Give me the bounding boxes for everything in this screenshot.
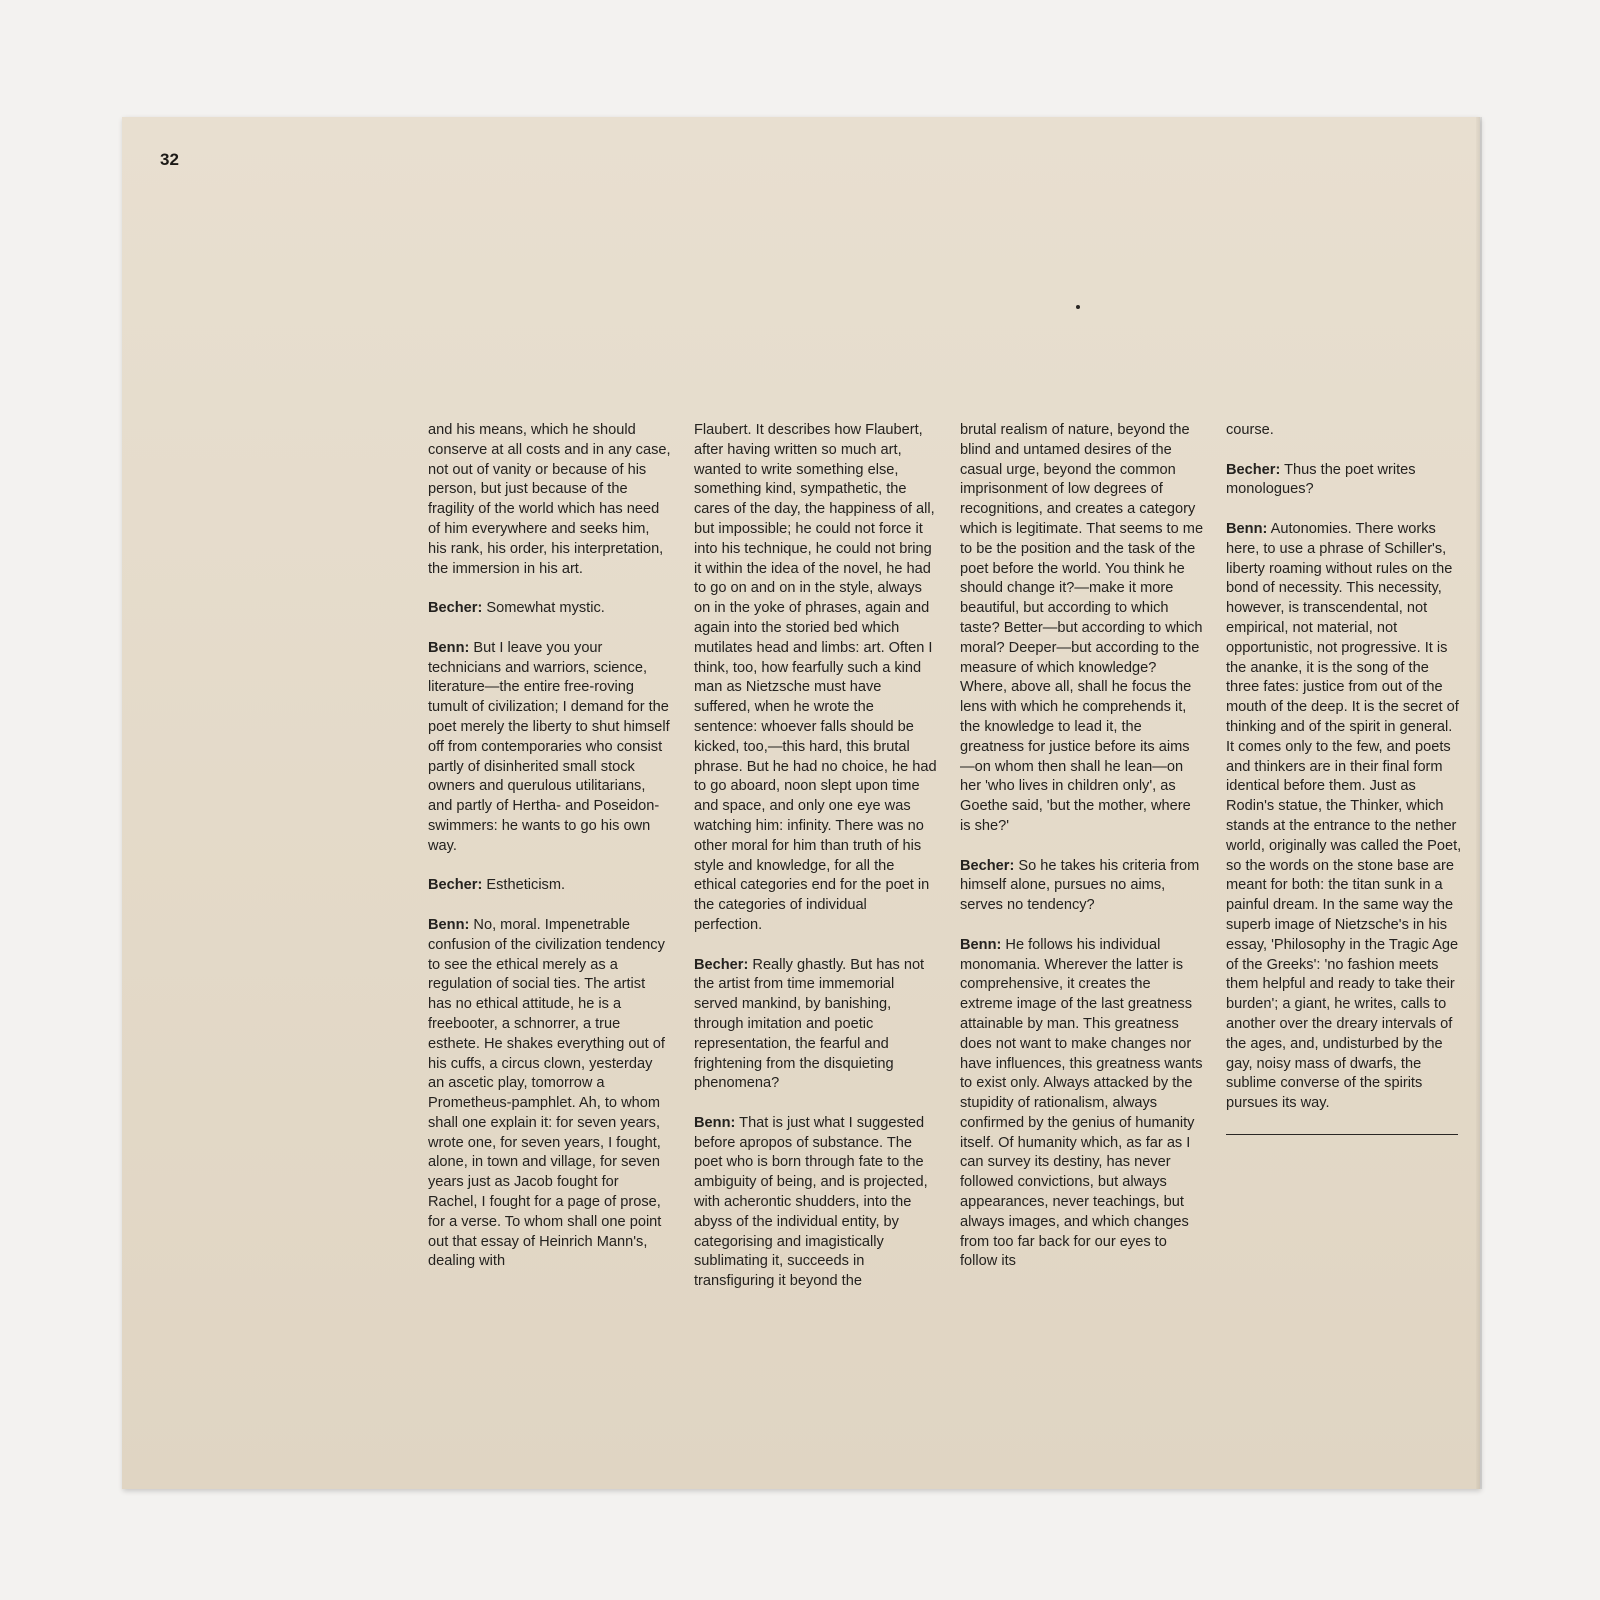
speaker-label: Benn: xyxy=(694,1114,736,1131)
paragraph xyxy=(960,857,1204,916)
text-column-1 xyxy=(428,421,672,1272)
page-number: 32 xyxy=(160,150,179,169)
paragraph-text: So he takes his criteria from himself alone, pursues no aims, serves no tendency? xyxy=(960,857,1200,914)
paragraph-text: course. xyxy=(1226,422,1274,438)
speaker-label: Becher: xyxy=(960,857,1015,874)
speaker-label: Benn: xyxy=(428,639,470,656)
paragraph-text: Estheticism. xyxy=(486,877,566,894)
paragraph-text: brutal realism of nature, beyond the blind and untamed desires of the casual urge, beyond the common imprisonment of low degrees of recognitions, and creates a category which is legitimate. That seems to me to be the position and the task of the poet before the world. You think he should change it?—make it more beautiful, but according to which taste? Better—but according to which moral? Deeper—but according to the measure of which knowledge? Where, above all, shall he focus the lens with which he comprehends it, the knowledge to lead it, the greatness for justice before its aims—on whom then shall he lean—on her 'who lives in children only', as Goethe said, 'but the mother, where is she?' xyxy=(960,422,1204,834)
speaker-label: Benn: xyxy=(1226,520,1268,537)
speaker-label: Benn: xyxy=(428,916,470,933)
paragraph-text: No, moral. Impenetrable confusion of the civilization tendency to see the ethical merely as a regulation of social ties. The artist has no ethical attitude, he is a freebooter, a schnorrer, a true esthete. He shakes everything out of his cuffs, a circus clown, yesterday an ascetic play, tomorrow a Prometheus-pamphlet. Ah, to whom shall one explain it: for seven years, wrote one, for seven years, I fought, alone, in town and village, for seven years just as Jacob fought for Rachel, I fought for a page of prose, for a verse. To whom shall one point out that essay of Heinrich Mann's, dealing with xyxy=(428,916,665,1270)
paragraph-text: But I leave you your technicians and warriors, science, literature—the entire free-roving tumult of civilization; I demand for the poet merely the liberty to shut himself off from contemporaries who consist partly of disinherited small stock owners and querulous utilitarians, and partly of Hertha- and Poseidon-swimmers: he wants to go his own way. xyxy=(428,639,670,854)
paragraph xyxy=(960,936,1204,1273)
paragraph xyxy=(1226,421,1462,441)
paragraph xyxy=(428,916,672,1272)
paragraph xyxy=(428,421,672,579)
paragraph-text: Somewhat mystic. xyxy=(486,600,605,617)
paragraph xyxy=(428,599,672,619)
paragraph-text: Autonomies. There works here, to use a phrase of Schiller's, liberty roaming without rules on the bond of necessity. This necessity, however, is transcendental, not empirical, not material, not opportunistic, not progressive. It is the ananke, it is the song of the three fates: justice from out of the mouth of the deep. It is the secret of thinking and of the spirit in general. It comes only to the few, and poets and thinkers are in their final form identical before them. Just as Rodin's statue, the Thinker, which stands at the entrance to the nether world, originally was called the Poet, so the words on the stone base are meant for both: the titan sunk in a painful dream. In the same way the superb image of Nietzsche's in his essay, 'Philosophy in the Tragic Age of the Greeks': 'no fashion meets them helpful and ready to take their burden'; a giant, he writes, calls to another over the dreary intervals of the ages, and, undisturbed by the gay, noisy mass of dwarfs, the sublime converse of the spirits pursues its way. xyxy=(1226,520,1462,1112)
paragraph-text: and his means, which he should conserve at all costs and in any case, not out of vanity or because of his person, but just because of the fragility of the world which has need of him everywhere and seeks him, his rank, his order, his interpretation, the immersion in his art. xyxy=(428,422,671,577)
text-column-2 xyxy=(694,421,938,1292)
paragraph xyxy=(694,1114,938,1292)
paragraph xyxy=(960,421,1204,837)
paragraph xyxy=(1226,520,1462,1114)
speaker-label: Becher: xyxy=(1226,461,1281,478)
speaker-label: Becher: xyxy=(694,956,749,973)
article-end-rule xyxy=(1226,1134,1458,1135)
speaker-label: Becher: xyxy=(428,877,483,894)
speaker-label: Becher: xyxy=(428,600,483,617)
text-column-3 xyxy=(960,421,1204,1272)
paragraph xyxy=(1226,461,1462,501)
paragraph-text: Flaubert. It describes how Flaubert, after having written so much art, wanted to write something else, something kind, sympathetic, the cares of the day, the happiness of all, but impossible; he could not force it into his technique, he could not bring it within the idea of the novel, he had to go on and on in the style, always on in the yoke of phrases, again and again into the storied bed which mutilates head and limbs: art. Often I think, too, how fearfully such a kind man as Nietzsche must have suffered, when he wrote the sentence: whoever falls should be kicked, too,—this hard, this brutal phrase. But he had no choice, he had to go aboard, noon slept upon time and space, and only one eye was watching him: infinity. There was no other moral for him than truth of his style and knowledge, for all the ethical categories end for the poet in the categories of individual perfection. xyxy=(694,422,937,933)
paragraph-text: Thus the poet writes monologues? xyxy=(1226,461,1416,498)
paragraph-text: That is just what I suggested before apropos of substance. The poet who is born through fate to the ambiguity of being, and is projected, with acherontic shudders, into the abyss of the individual entity, by categorising and imagistically sublimating it, succeeds in transfiguring it beyond the xyxy=(694,1114,928,1290)
ink-speck xyxy=(1076,305,1080,309)
paragraph xyxy=(694,956,938,1095)
text-column-4 xyxy=(1226,421,1462,1135)
paragraph xyxy=(428,876,672,896)
speaker-label: Benn: xyxy=(960,936,1002,953)
magazine-page xyxy=(122,117,1480,1489)
paragraph-text: He follows his individual monomania. Wherever the latter is comprehensive, it creates the extreme image of the last greatness attainable by man. This greatness does not want to make changes nor have influences, this greatness wants to exist only. Always attacked by the stupidity of rationalism, always confirmed by the genius of humanity itself. Of humanity which, as far as I can survey its destiny, has never followed convictions, but always appearances, never teachings, but always images, and which changes from too far back for our eyes to follow its xyxy=(960,936,1203,1270)
paragraph xyxy=(428,639,672,857)
paragraph-text: Really ghastly. But has not the artist from time immemorial served mankind, by banishing, through imitation and poetic representation, the fearful and frightening from the disquieting phenomena? xyxy=(694,956,925,1092)
paragraph xyxy=(694,421,938,936)
